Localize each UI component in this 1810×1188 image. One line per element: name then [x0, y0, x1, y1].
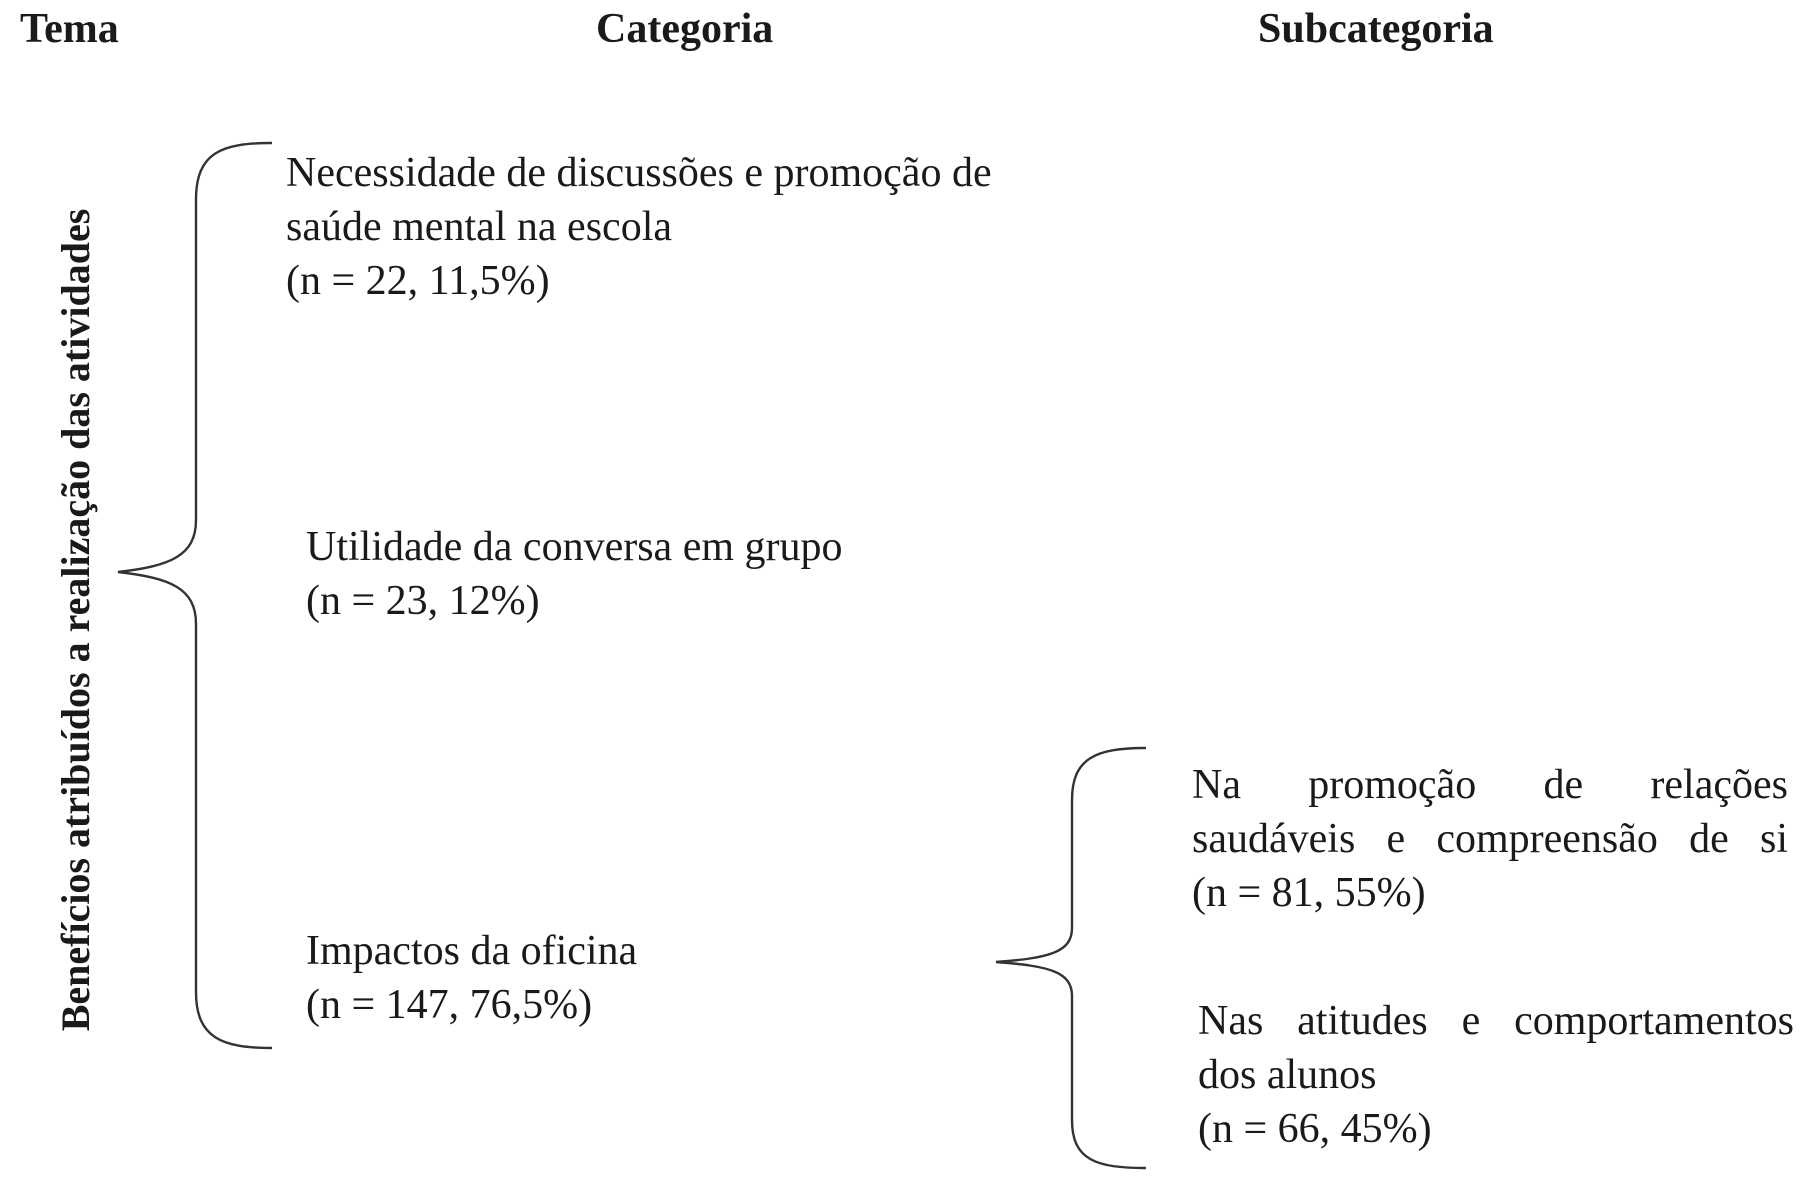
subcategory-atitudes — [1198, 994, 1794, 1156]
category-text-line: Necessidade de discussões e promoção de — [286, 150, 992, 196]
theme-brace — [118, 143, 272, 1048]
subcategory-text-line: Nas atitudes e comportamentos — [1198, 998, 1794, 1044]
category-count: (n = 23, 12%) — [306, 578, 540, 624]
category-count: (n = 22, 11,5%) — [286, 258, 550, 304]
subcategory-text-line: dos alunos — [1198, 1052, 1377, 1098]
category-count: (n = 147, 76,5%) — [306, 982, 593, 1028]
category-text-line: Utilidade da conversa em grupo — [306, 524, 843, 570]
subcategory-count: (n = 81, 55%) — [1192, 870, 1426, 916]
subcategory-text-line: Na promoção de relações — [1192, 762, 1788, 808]
subcategory-count: (n = 66, 45%) — [1198, 1106, 1432, 1152]
subcategory-text-line: saudáveis e compreensão de si — [1192, 816, 1788, 862]
category-impactos-oficina — [306, 924, 637, 1032]
category-saude-mental — [286, 146, 992, 308]
impacts-brace — [996, 748, 1146, 1168]
header-subcategoria: Subcategoria — [1258, 6, 1494, 52]
category-text-line: Impactos da oficina — [306, 928, 638, 974]
subcategory-relacoes — [1192, 758, 1788, 920]
theme-label: Benefícios atribuídos a realização das atividades — [53, 208, 98, 1032]
category-conversa-grupo — [306, 520, 842, 628]
header-tema: Tema — [20, 6, 119, 52]
header-categoria: Categoria — [596, 6, 774, 52]
category-text-line: saúde mental na escola — [286, 204, 672, 250]
